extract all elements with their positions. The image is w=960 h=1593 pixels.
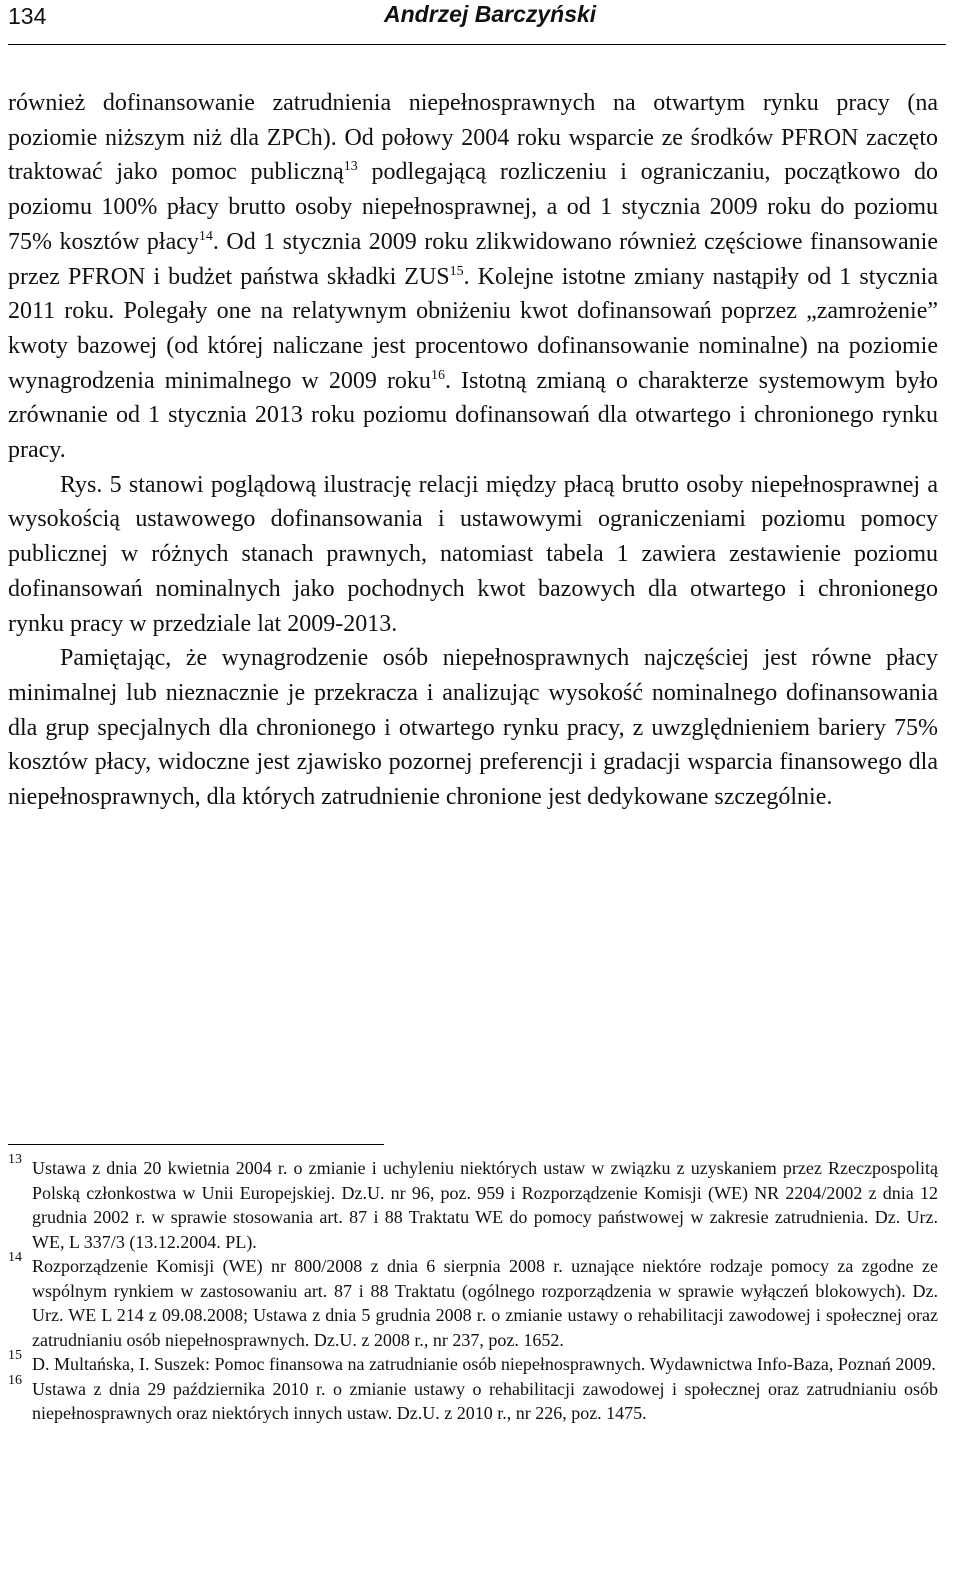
paragraph-text: podlegającą rozliczeniu i ograniczaniu, początkowo do poziomu 100% płacy brutto osoby niepełnosprawnej, a od 1 stycznia 2009 roku do poziomu 75% kosztów płacy [8,159,938,255]
footnote [8,1250,938,1352]
paragraph-text: . Istotną zmianą o charakterze systemowym było zrównanie od 1 stycznia 2013 roku poziomu dofinansowań dla otwartego i chronionego rynku pracy. [8,367,938,464]
footnote-number: 15 [8,1348,22,1363]
footnote-separator [8,1144,384,1145]
footnote-text: D. Multańska, I. Suszek: Pomoc finansowa na zatrudnianie osób niepełnosprawnych. Wydawnictwa Info-Baza, Poznań 2009. [32,1354,936,1374]
paragraph-text: Pamiętając, że wynagrodzenie osób niepełnosprawnych najczęściej jest równe płacy minimalnej lub nieznacznie je przekracza i analizując wysokość nominalnego dofinansowania dla grup specjalnych dla chronionego i otwartego rynku pracy, z uwzględnieniem bariery 75% kosztów płacy, widoczne jest zjawisko pozornej preferencji i gradacji wsparcia finansowego dla niepełnosprawnych, dla których zatrudnienie chronione jest dedykowane szczególnie. [8,645,938,811]
footnote [8,1152,938,1254]
page-header [8,0,946,45]
footnote [8,1348,938,1377]
footnote-text: Rozporządzenie Komisji (WE) nr 800/2008 z dnia 6 sierpnia 2008 r. uznające niektóre rodzaje pomocy za zgodne ze wspólnym rynkiem w zastosowaniu art. 87 i 88 Traktatu (ogólnego rozporządzenia w sprawie wyłączeń blokowych). Dz. Urz. WE L 214 z 09.08.2008; Ustawa z dnia 5 grudnia 2008 r. o zmianie ustawy o rehabilitacji zawodowej i społecznej oraz zatrudnianiu osób niepełnosprawnych. Dz.U. z 2008 r., nr 237, poz. 1652. [32,1256,938,1350]
body-text [8,86,938,815]
footnote-reference: 16 [430,367,445,383]
footnote [8,1372,938,1426]
footnotes [8,1152,938,1426]
footnote-number: 13 [8,1152,22,1167]
paragraph-text: . Kolejne istotne zmiany nastąpiły od 1 stycznia 2011 roku. Polegały one na relatywnym obniżeniu kwot dofinansowań poprzez „zamrożenie” kwoty bazowej (od której naliczane jest procentowo dofinansowanie nominalne) na poziomie wynagrodzenia minimalnego w 2009 roku [8,263,938,394]
paragraph [8,641,938,815]
footnote-text: Ustawa z dnia 29 października 2010 r. o zmianie ustawy o rehabilitacji zawodowej i społecznej oraz zatrudnianiu osób niepełnosprawnych oraz niektórych innych ustaw. Dz.U. z 2010 r., nr 226, poz. 1475. [32,1378,938,1423]
footnote-reference: 14 [198,228,213,244]
page-number: 134 [8,3,47,29]
footnote-text: Ustawa z dnia 20 kwietnia 2004 r. o zmianie i uchyleniu niektórych ustaw w związku z uzyskaniem przez Rzeczpospolitą Polską członkostwa w Unii Europejskiej. Dz.U. nr 96, poz. 959 i Rozporządzenie Komisji (WE) NR 2204/2002 z dnia 12 grudnia 2002 r. w sprawie stosowania art. 87 i 88 Traktatu WE do pomocy państwowej w zakresie zatrudnienia. Dz. Urz. WE, L 337/3 (13.12.2004. PL). [32,1158,938,1252]
paragraph-text: Rys. 5 stanowi poglądową ilustrację relacji między płacą brutto osoby niepełnosprawnej a wysokością ustawowego dofinansowania i ustawowymi ograniczeniami poziomu pomocy publicznej w różnych stanach prawnych, natomiast tabela 1 zawiera zestawienie poziomu dofinansowań nominalnych jako pochodnych kwot bazowych dla otwartego i chronionego rynku pracy w przedziale lat 2009-2013. [8,471,938,637]
footnote-reference: 15 [449,263,464,279]
paragraph-text: . Od 1 stycznia 2009 roku zlikwidowano również częściowe finansowanie przez PFRON i budżet państwa składki ZUS [8,228,938,290]
paragraph [8,468,938,642]
running-head-author: Andrzej Barczyński [384,1,597,27]
footnote-reference: 13 [343,159,358,175]
footnote-number: 16 [8,1372,22,1388]
footnote-number: 14 [8,1250,22,1265]
paragraph [8,86,938,468]
paragraph-text: również dofinansowanie zatrudnienia niepełnosprawnych na otwartym rynku pracy (na poziomie niższym niż dla ZPCh). Od połowy 2004 roku wsparcie ze środków PFRON zaczęto traktować jako pomoc publiczną [8,90,938,186]
